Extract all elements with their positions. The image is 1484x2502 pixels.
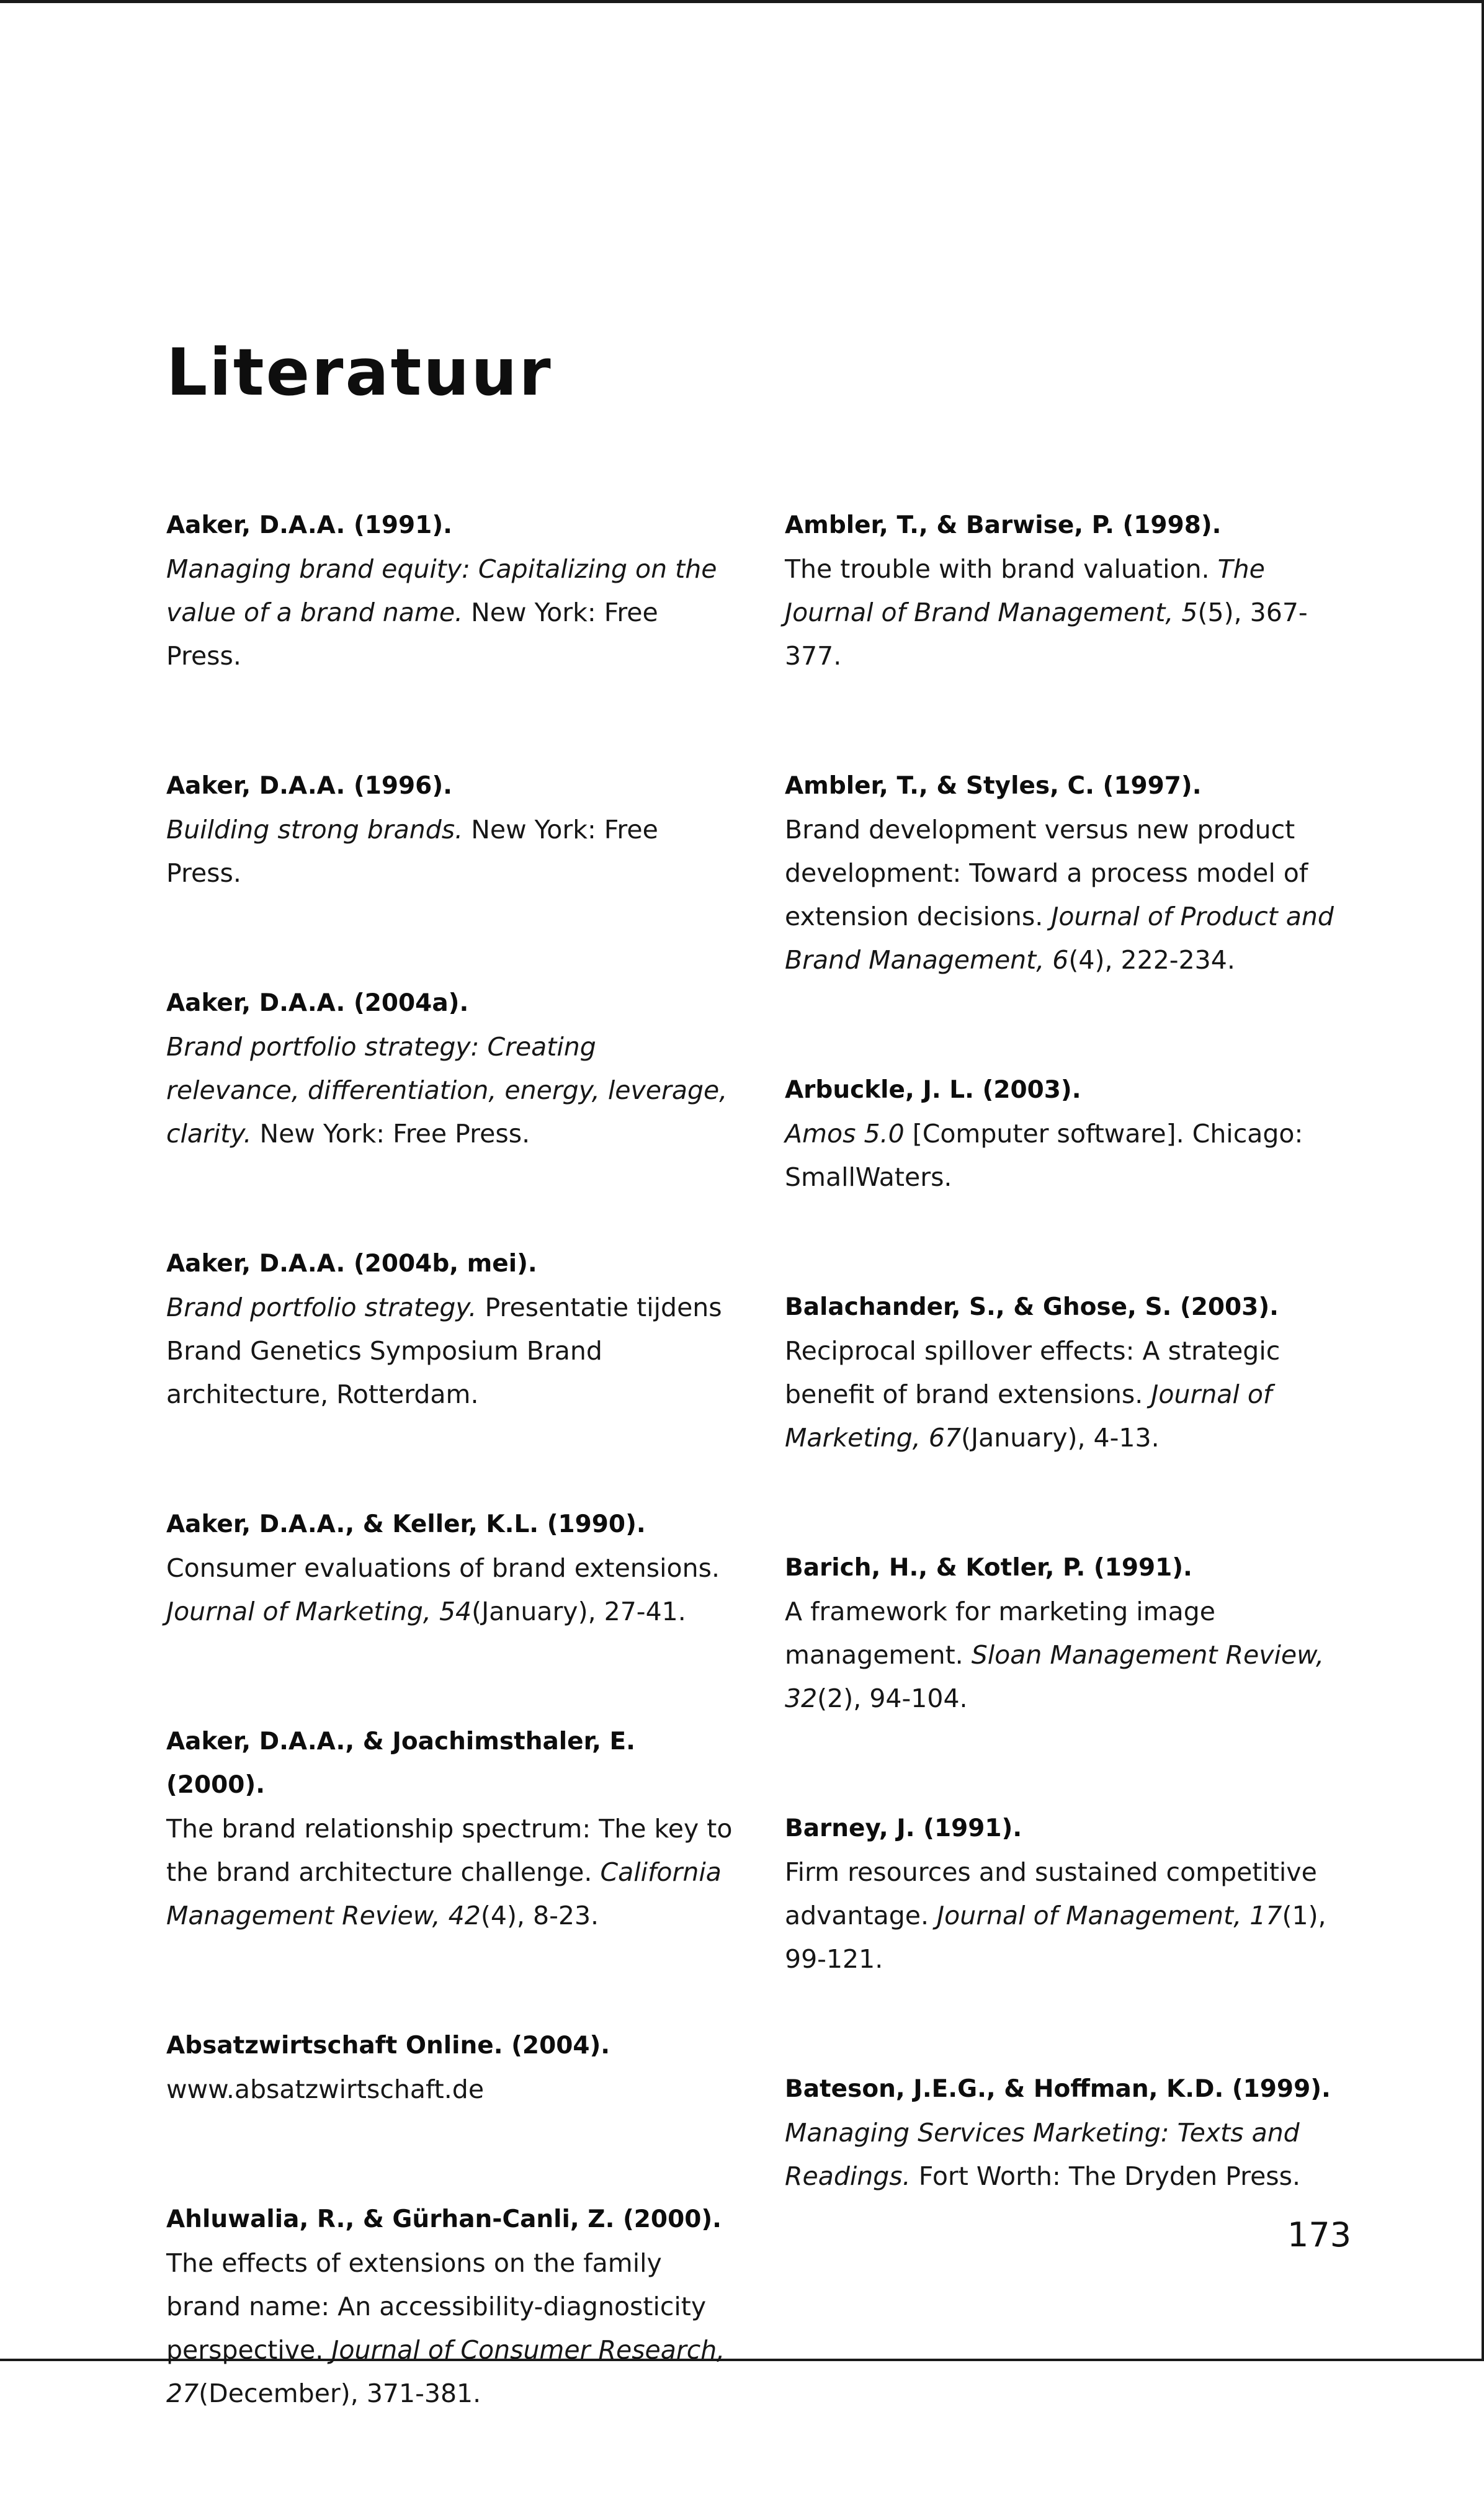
reference-body — [166, 2074, 484, 2104]
reference-text: (5), 367-377. — [785, 598, 1308, 671]
reference-text: (January), 27-41. — [472, 1597, 686, 1626]
reference-body — [166, 1814, 732, 1930]
reference-entry — [785, 1069, 1356, 1199]
reference-body — [785, 1119, 1303, 1192]
reference-body — [166, 554, 717, 671]
reference-title-italic: Managing brand equity: Capitalizing on the value of a brand name. — [166, 554, 717, 627]
reference-entry — [166, 1720, 737, 1937]
reference-text: Firm resources and sustained competitive advantage. — [785, 1857, 1317, 1930]
reference-title-italic: Journal of Consumer Research, 27 — [166, 2335, 725, 2408]
reference-entry — [785, 504, 1356, 678]
reference-title-italic: Sloan Management Review, 32 — [785, 1640, 1325, 1713]
reference-author-year: Aaker, D.A.A. (1991). — [166, 511, 452, 539]
reference-entry — [166, 1503, 737, 1633]
page-border-top — [0, 0, 1484, 3]
reference-body — [166, 2248, 725, 2408]
reference-entry — [785, 1286, 1356, 1460]
reference-text: (2), 94-104. — [817, 1684, 968, 1713]
reference-text: New York: Free Press. — [251, 1119, 530, 1149]
reference-title-italic: California Management Review, 42 — [166, 1857, 722, 1930]
reference-entry — [166, 764, 737, 895]
reference-body — [166, 1293, 722, 1409]
reference-body — [785, 2118, 1300, 2191]
reference-author-year: Aaker, D.A.A., & Joachimsthaler, E. (2000). — [166, 1728, 635, 1799]
page-title: Literatuur — [166, 334, 553, 410]
reference-title-italic: Brand portfolio strategy. — [166, 1293, 477, 1322]
reference-entry — [785, 2068, 1356, 2198]
reference-text: Fort Worth: The Dryden Press. — [910, 2161, 1301, 2191]
reference-author-year: Barich, H., & Kotler, P. (1991). — [785, 1554, 1192, 1582]
page-number: 173 — [1287, 2215, 1352, 2254]
reference-title-italic: Amos 5.0 — [785, 1119, 905, 1149]
reference-column-right — [785, 504, 1356, 2285]
reference-author-year: Ambler, T., & Barwise, P. (1998). — [785, 511, 1222, 539]
reference-text: (4), 8-23. — [480, 1901, 599, 1930]
reference-entry — [785, 1546, 1356, 1720]
reference-author-year: Absatzwirtschaft Online. (2004). — [166, 2032, 610, 2060]
reference-body — [785, 815, 1334, 975]
reference-title-italic: Journal of Marketing, 54 — [166, 1597, 472, 1626]
reference-text: [Computer software]. Chicago: SmallWaters. — [785, 1119, 1303, 1192]
reference-text: New York: Free Press. — [166, 815, 658, 888]
reference-text: Presentatie tijdens Brand Genetics Symposium Brand architecture, Rotterdam. — [166, 1293, 722, 1409]
reference-title-italic: The Journal of Brand Management, 5 — [785, 554, 1265, 627]
reference-text: A framework for marketing image management. — [785, 1597, 1215, 1670]
reference-title-italic: Journal of Product and Brand Management, 6 — [785, 902, 1334, 975]
page-border-right — [1482, 0, 1484, 2361]
reference-body — [785, 1857, 1326, 1974]
reference-entry — [166, 2198, 737, 2415]
reference-text: (January), 4-13. — [961, 1423, 1160, 1453]
reference-author-year: Bateson, J.E.G., & Hoffman, K.D. (1999). — [785, 2075, 1331, 2103]
reference-text: Consumer evaluations of brand extensions. — [166, 1553, 720, 1583]
reference-text: Brand development versus new product development: Toward a process model of extension decisions. — [785, 815, 1308, 931]
reference-entry — [785, 1807, 1356, 1981]
reference-body — [166, 815, 658, 888]
reference-text: The trouble with brand valuation. — [785, 554, 1218, 584]
reference-title-italic: Building strong brands. — [166, 815, 463, 845]
reference-author-year: Ahluwalia, R., & Gürhan-Canli, Z. (2000). — [166, 2205, 722, 2233]
reference-title-italic: Managing Services Marketing: Texts and Readings. — [785, 2118, 1300, 2191]
reference-author-year: Arbuckle, J. L. (2003). — [785, 1076, 1081, 1104]
reference-text: New York: Free Press. — [166, 598, 658, 671]
reference-body — [785, 554, 1308, 671]
reference-entry — [785, 764, 1356, 982]
reference-entry — [166, 982, 737, 1155]
reference-author-year: Balachander, S., & Ghose, S. (2003). — [785, 1293, 1279, 1321]
reference-entry — [166, 504, 737, 678]
reference-text: www.absatzwirtschaft.de — [166, 2074, 485, 2104]
reference-text: Reciprocal spillover effects: A strategic benefit of brand extensions. — [785, 1336, 1281, 1409]
reference-body — [785, 1597, 1324, 1713]
reference-author-year: Aaker, D.A.A. (2004b, mei). — [166, 1250, 537, 1278]
reference-column-left — [166, 504, 737, 2502]
reference-text: (4), 222-234. — [1068, 945, 1235, 975]
reference-entry — [166, 2024, 737, 2111]
reference-title-italic: Journal of Marketing, 67 — [785, 1379, 1272, 1453]
reference-text: The brand relationship spectrum: The key to the brand architecture challenge. — [166, 1814, 733, 1887]
reference-text: (December), 371-381. — [199, 2379, 481, 2408]
reference-title-italic: Journal of Management, 17 — [937, 1901, 1282, 1930]
reference-author-year: Aaker, D.A.A. (2004a). — [166, 989, 469, 1017]
reference-body — [785, 1336, 1280, 1453]
reference-author-year: Aaker, D.A.A., & Keller, K.L. (1990). — [166, 1510, 646, 1538]
reference-body — [166, 1553, 720, 1626]
reference-text: The effects of extensions on the family brand name: An accessibility-diagnosticity perspective. — [166, 2248, 707, 2365]
reference-entry — [166, 1242, 737, 1416]
reference-author-year: Ambler, T., & Styles, C. (1997). — [785, 772, 1202, 800]
reference-author-year: Aaker, D.A.A. (1996). — [166, 772, 452, 800]
reference-body — [166, 1032, 727, 1149]
reference-text: (1), 99-121. — [785, 1901, 1326, 1974]
reference-title-italic: Brand portfolio strategy: Creating relevance, differentiation, energy, leverage, clarity. — [166, 1032, 728, 1149]
reference-author-year: Barney, J. (1991). — [785, 1814, 1022, 1842]
